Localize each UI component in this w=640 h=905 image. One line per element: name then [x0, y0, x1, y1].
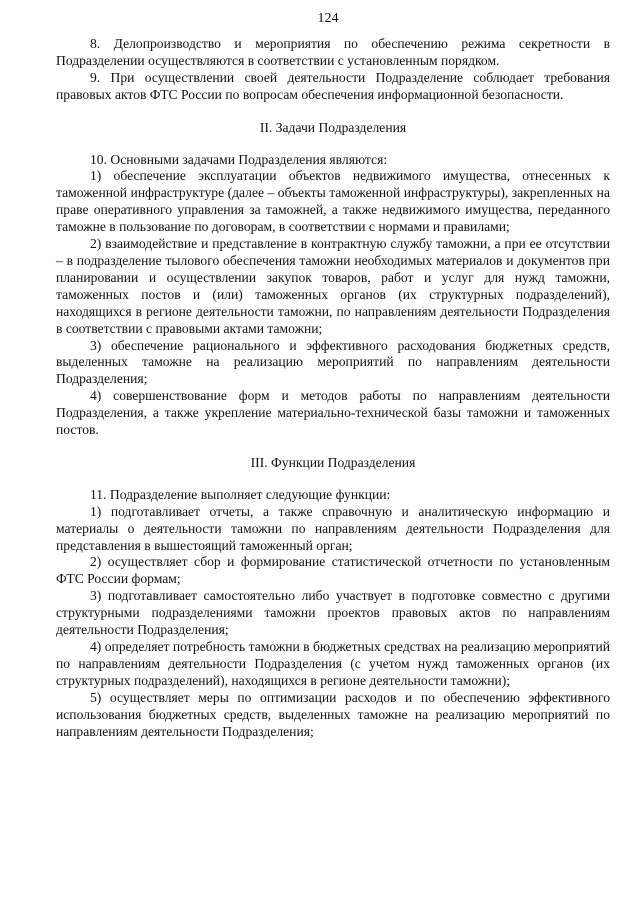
paragraph: 4) совершенствование форм и методов работы по направлениям деятельности Подразделения, а также укрепление материально-технической базы таможни и таможенных постов.	[56, 388, 610, 438]
paragraph: 9. При осуществлении своей деятельности Подразделение соблюдает требования правовых актов ФТС России по вопросам обеспечения информационной безопасности.	[56, 69, 610, 102]
paragraph: 3) подготавливает самостоятельно либо участвует в подготовке совместно с другими структурными подразделениями таможни проектов правовых актов по направлениям деятельности Подразделения;	[56, 588, 610, 638]
paragraph: 3) обеспечение рационального и эффективного расходования бюджетных средств, выделенных таможне на реализацию мероприятий по направлениям деятельности Подразделения;	[56, 337, 610, 387]
paragraph: 1) подготавливает отчеты, а также справочную и аналитическую информацию и материалы о деятельности таможни по направлениям деятельности Подразделения для представления в вышестоящий таможенный орган;	[56, 503, 610, 553]
page-number: 124	[317, 11, 339, 26]
paragraph: 2) взаимодействие и представление в контрактную службу таможни, а при ее отсутствии – в подразделение тылового обеспечения таможни необходимых материалов и документов при планировании и осуществлении закупок товаров, работ и услуг для нужд таможни, таможенных постов и (или) таможенных органов (их структурных подразделений), находящихся в регионе деятельности таможни, по направлениям деятельности Подразделения в соответствии с правовыми актами таможни;	[56, 236, 610, 336]
document-body	[56, 36, 610, 740]
paragraph: 5) осуществляет меры по оптимизации расходов и по обеспечению эффективного использования бюджетных средств, выделенных таможне на реализацию мероприятий по направлениям деятельности Подразделения;	[56, 689, 610, 739]
section-heading: III. Функции Подразделения	[250, 454, 416, 470]
paragraph: 8. Делопроизводство и мероприятия по обеспечению режима секретности в Подразделении осуществляются в соответствии с установленным порядком.	[56, 36, 610, 68]
paragraph: 10. Основными задачами Подразделения являются:	[90, 151, 388, 167]
section-heading: II. Задачи Подразделения	[259, 119, 407, 135]
paragraph: 4) определяет потребность таможни в бюджетных средствах на реализацию мероприятий по направлениям деятельности Подразделения (с учетом нужд таможенных органов (их структурных подразделений), находящихся в регионе деятельности таможни);	[56, 639, 610, 688]
paragraph: 1) обеспечение эксплуатации объектов недвижимого имущества, отнесенных к таможенной инфраструктуре (далее – объекты таможенной инфраструктуры), закрепленных на праве оперативного управления за таможней, а также недвижимого имущества, переданного таможне в пользование по договорам, в соответствии с нормами и правилами;	[56, 168, 610, 235]
paragraph: 2) осуществляет сбор и формирование статистической отчетности по установленным ФТС России формам;	[56, 554, 610, 587]
paragraph: 11. Подразделение выполняет следующие функции:	[90, 486, 391, 502]
